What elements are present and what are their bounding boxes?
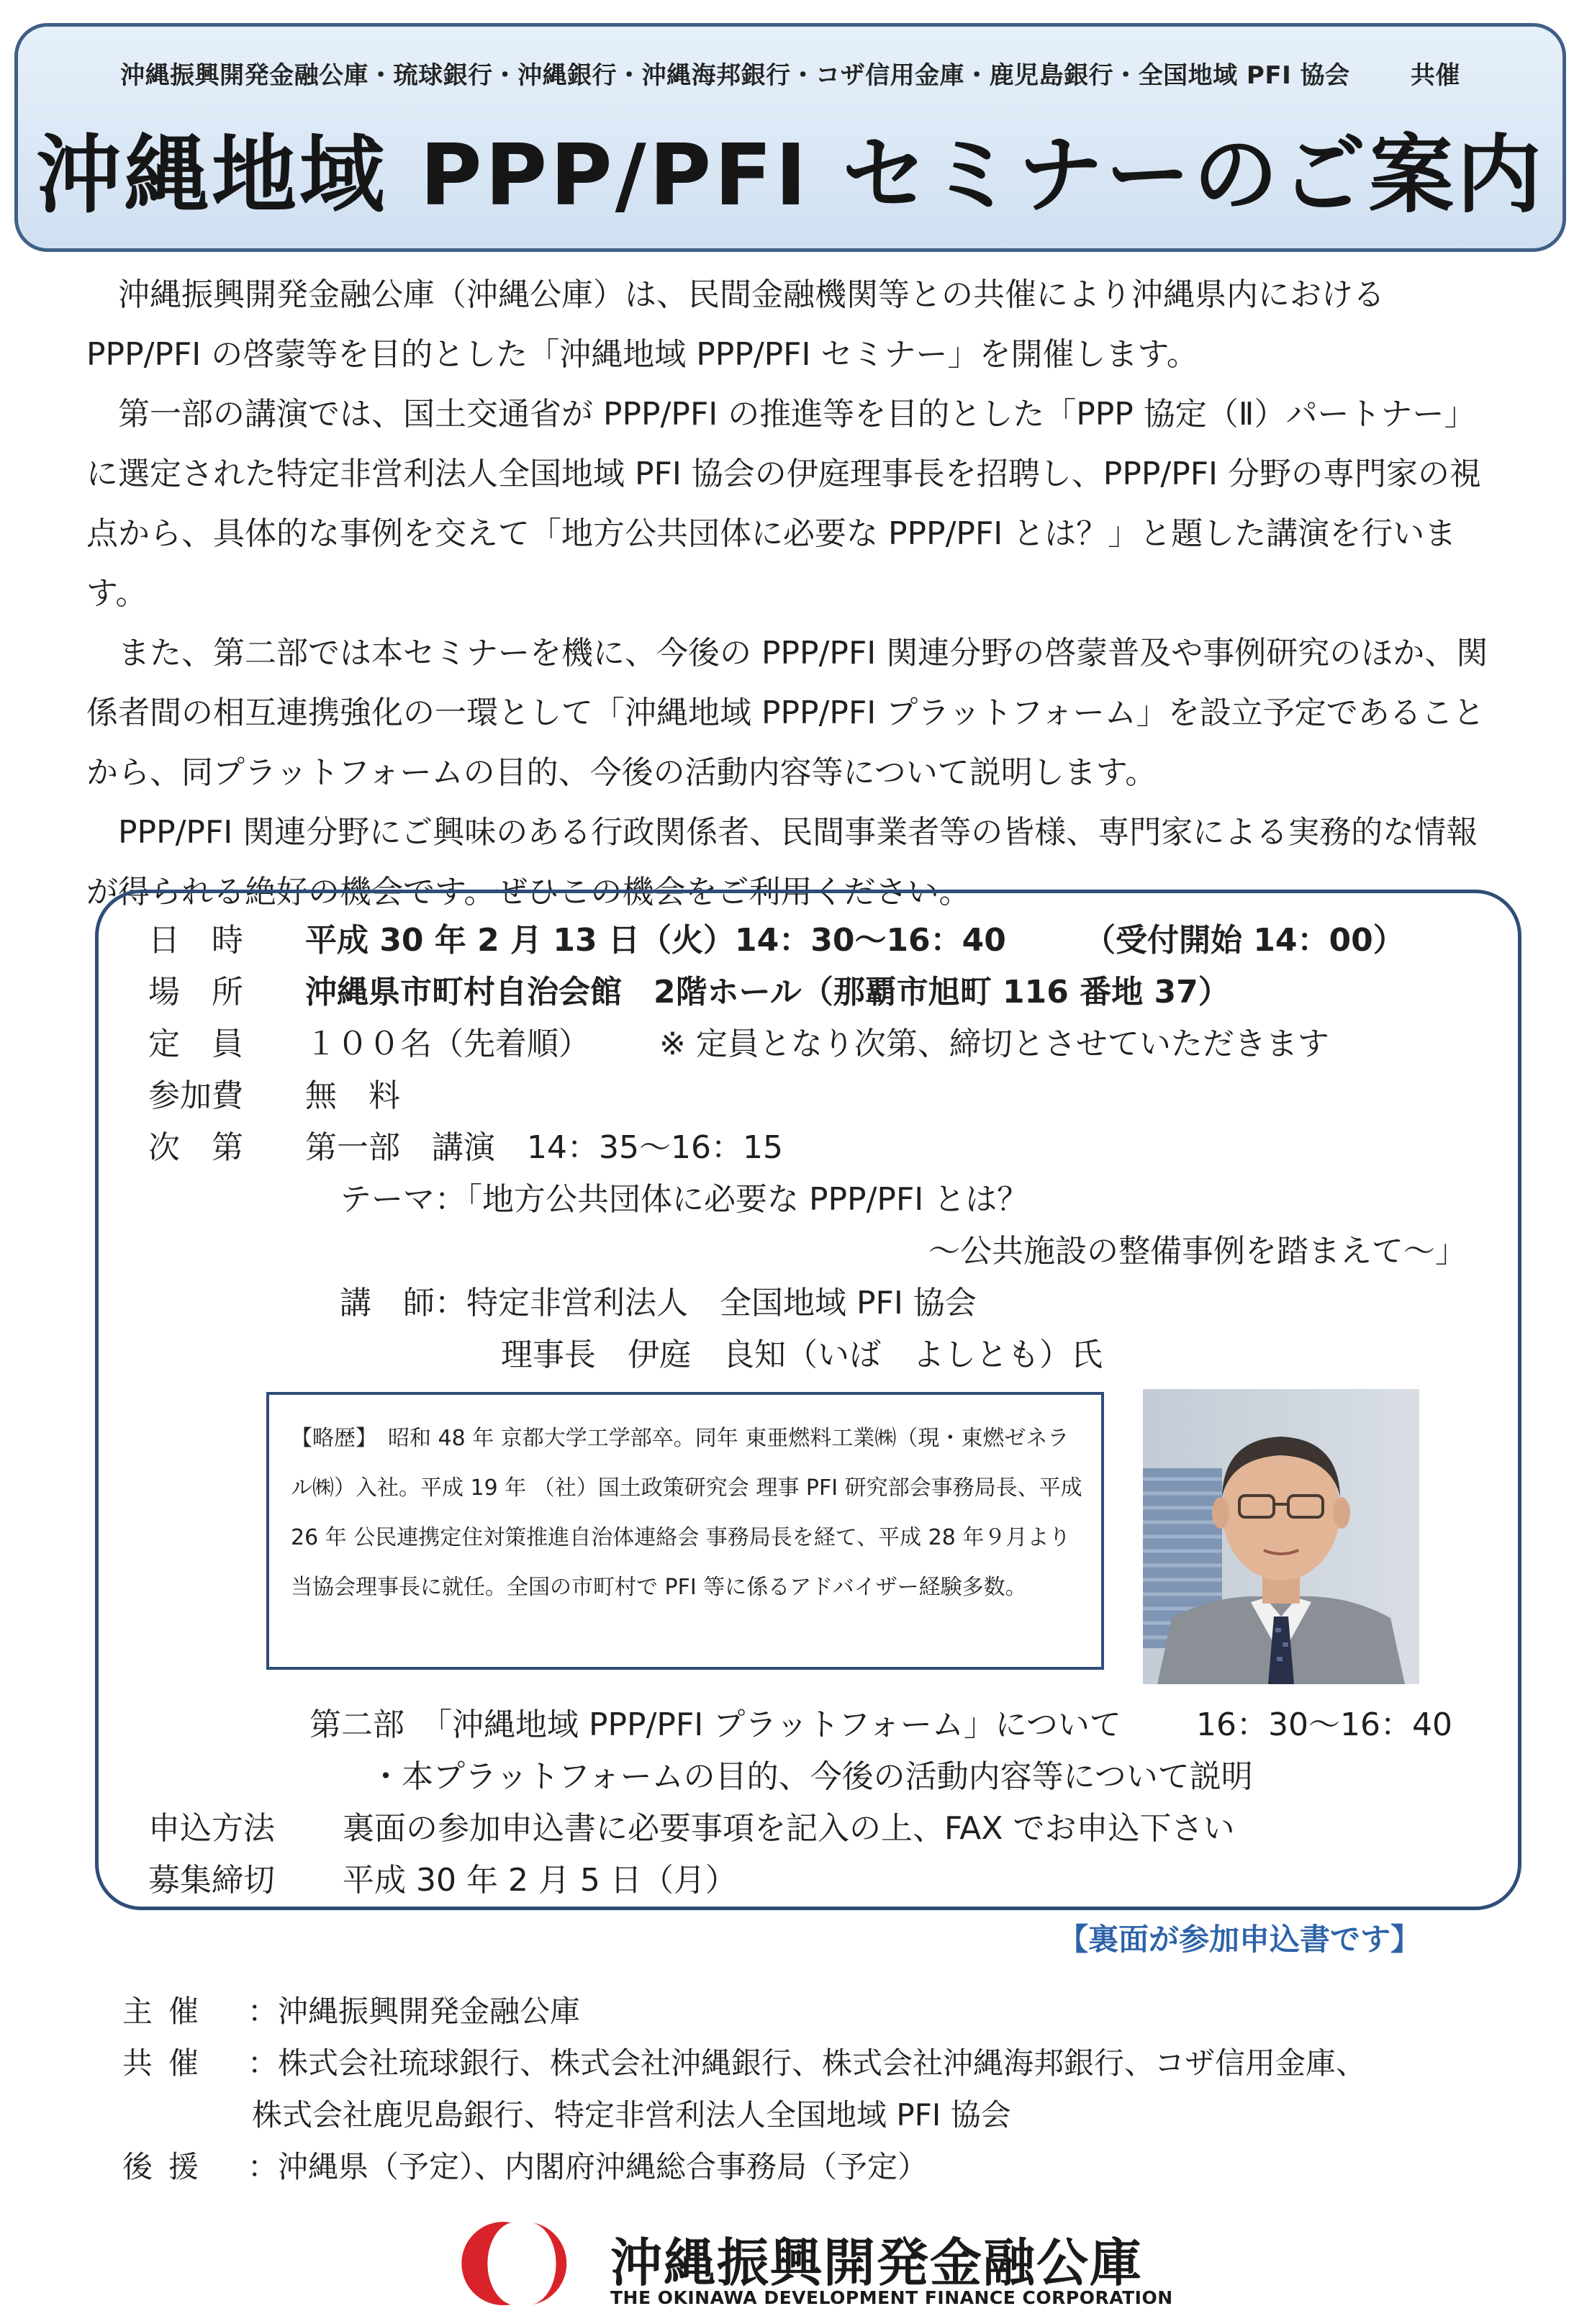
- program-label: 次 第: [148, 1129, 243, 1166]
- cohost-value: ：株式会社琉球銀行、株式会社沖縄銀行、株式会社沖縄海邦銀行、コザ信用金庫、: [248, 2045, 1367, 2081]
- capacity-label: 定 員: [148, 1026, 243, 1062]
- intro-paragraph: 第一部の講演では、国土交通省が PPP/PFI の推進等を目的とした「PPP 協定（Ⅱ）パートナー」に選定された特定非営利法人全国地域 PFI 協会の伊庭理事長を招聘し、PPP/PFI 分野の専門家の視点から、具体的な事例を交えて「地方公共団体に必要な PPP/PFI とは？」と題した講演を行います。: [86, 396, 1482, 612]
- application-label: 申込方法: [148, 1810, 275, 1847]
- application-value: 裏面の参加申込書に必要事項を記入の上、FAX でお申込下さい: [343, 1810, 1235, 1847]
- logo-name-japanese: 沖縄振興開発金融公庫: [610, 2233, 1144, 2293]
- cohost-line: [18, 55, 1562, 96]
- lecturer-bio-box: [266, 1392, 1104, 1670]
- cohost-suffix: 共催: [1410, 61, 1460, 90]
- intro-paragraph: また、第二部では本セミナーを機に、今後の PPP/PFI 関連分野の啓蒙普及や事例研究のほか、関係者間の相互連携強化の一環として「沖縄地域 PPP/PFI プラットフォーム」を設立予定であることから、同プラットフォームの目的、今後の活動内容等について説明します。: [86, 635, 1488, 791]
- logo-name-english: THE OKINAWA DEVELOPMENT FINANCE CORPORATION: [610, 2287, 1173, 2308]
- venue-value: 沖縄県市町村自治会館 2階ホール（那覇市旭町 116 番地 37）: [305, 974, 1230, 1010]
- intro-section: [86, 265, 1497, 922]
- intro-paragraph: 沖縄振興開発金融公庫（沖縄公庫）は、民間金融機関等との共催により沖縄県内における PPP/PFI の啓蒙等を目的とした「沖縄地域 PPP/PFI セミナー」を開催します。: [86, 276, 1385, 373]
- datetime-label: 日 時: [148, 922, 243, 959]
- capacity-note: ※ 定員となり次第、締切とさせていただきます: [659, 1026, 1329, 1062]
- host-value: ：沖縄振興開発金融公庫: [248, 1994, 581, 2029]
- portrait-image: [1143, 1389, 1419, 1684]
- reception-time: （受付開始 14：00）: [1084, 922, 1405, 959]
- cohost-label: 共催: [122, 2045, 215, 2081]
- datetime-value: 平成 30 年 2 月 13 日（火）14：30～16：40: [305, 922, 1006, 959]
- lecturer-line-2: 理事長 伊庭 良知（いば よしとも）氏: [501, 1337, 1103, 1373]
- part2-title: 第二部 「沖縄地域 PPP/PFI プラットフォーム」について: [309, 1706, 1121, 1743]
- corporation-logo-icon: [461, 2217, 583, 2310]
- host-label: 主催: [122, 1994, 215, 2029]
- fee-value: 無 料: [305, 1077, 400, 1114]
- capacity-value: １００名（先着順）: [305, 1026, 590, 1062]
- deadline-label: 募集締切: [148, 1862, 275, 1899]
- intro-paragraph: PPP/PFI 関連分野にご興味のある行政関係者、民間事業者等の皆様、専門家による実務的な情報が得られる絶好の機会です。ぜひこの機会をご利用ください。: [86, 814, 1478, 910]
- part2-time: 16：30～16：40: [1196, 1706, 1452, 1743]
- back-page-note: 【裏面が参加申込書です】: [1058, 1922, 1421, 1957]
- cohost-value-continued: 株式会社鹿児島銀行、特定非営利法人全国地域 PFI 協会: [252, 2097, 1011, 2133]
- lecturer-line-1: 講 師：特定非営利法人 全国地域 PFI 協会: [340, 1285, 977, 1321]
- lecturer-photo: [1143, 1389, 1419, 1684]
- part2-description: ・本プラットフォームの目的、今後の活動内容等について説明: [370, 1758, 1253, 1795]
- part1-heading: 第一部 講演 14：35～16：15: [305, 1129, 783, 1166]
- lecturer-bio: 【略歴】 昭和 48 年 京都大学工学部卒。同年 東亜燃料工業㈱（現・東燃ゼネラル㈱）入社。平成 19 年 （社）国土政策研究会 理事 PFI 研究部会事務局長、平成 26 年 公民連携定住対策推進自治体連絡会 事務局長を経て、平成 28 年９月より当協会理事長に就任。全国の市町村で PFI 等に係るアドバイザー経験多数。: [291, 1426, 1082, 1600]
- fee-label: 参加費: [148, 1077, 243, 1114]
- page-title: 沖縄地域 PPP/PFI セミナーのご案内: [36, 125, 1544, 225]
- theme-line-1: テーマ：「地方公共団体に必要な PPP/PFI とは？: [340, 1181, 1029, 1218]
- theme-line-2: ～公共施設の整備事例を踏まえて～」: [928, 1233, 1467, 1270]
- venue-label: 場 所: [148, 974, 243, 1010]
- support-label: 後援: [122, 2149, 215, 2184]
- support-value: ：沖縄県（予定）、内閣府沖縄総合事務局（予定）: [248, 2149, 928, 2184]
- header-banner: [14, 23, 1566, 252]
- cohost-organizations: 沖縄振興開発金融公庫・琉球銀行・沖縄銀行・沖縄海邦銀行・コザ信用金庫・鹿児島銀行・全国地域 PFI 協会: [120, 61, 1350, 90]
- deadline-value: 平成 30 年 2 月 5 日（月）: [343, 1862, 737, 1899]
